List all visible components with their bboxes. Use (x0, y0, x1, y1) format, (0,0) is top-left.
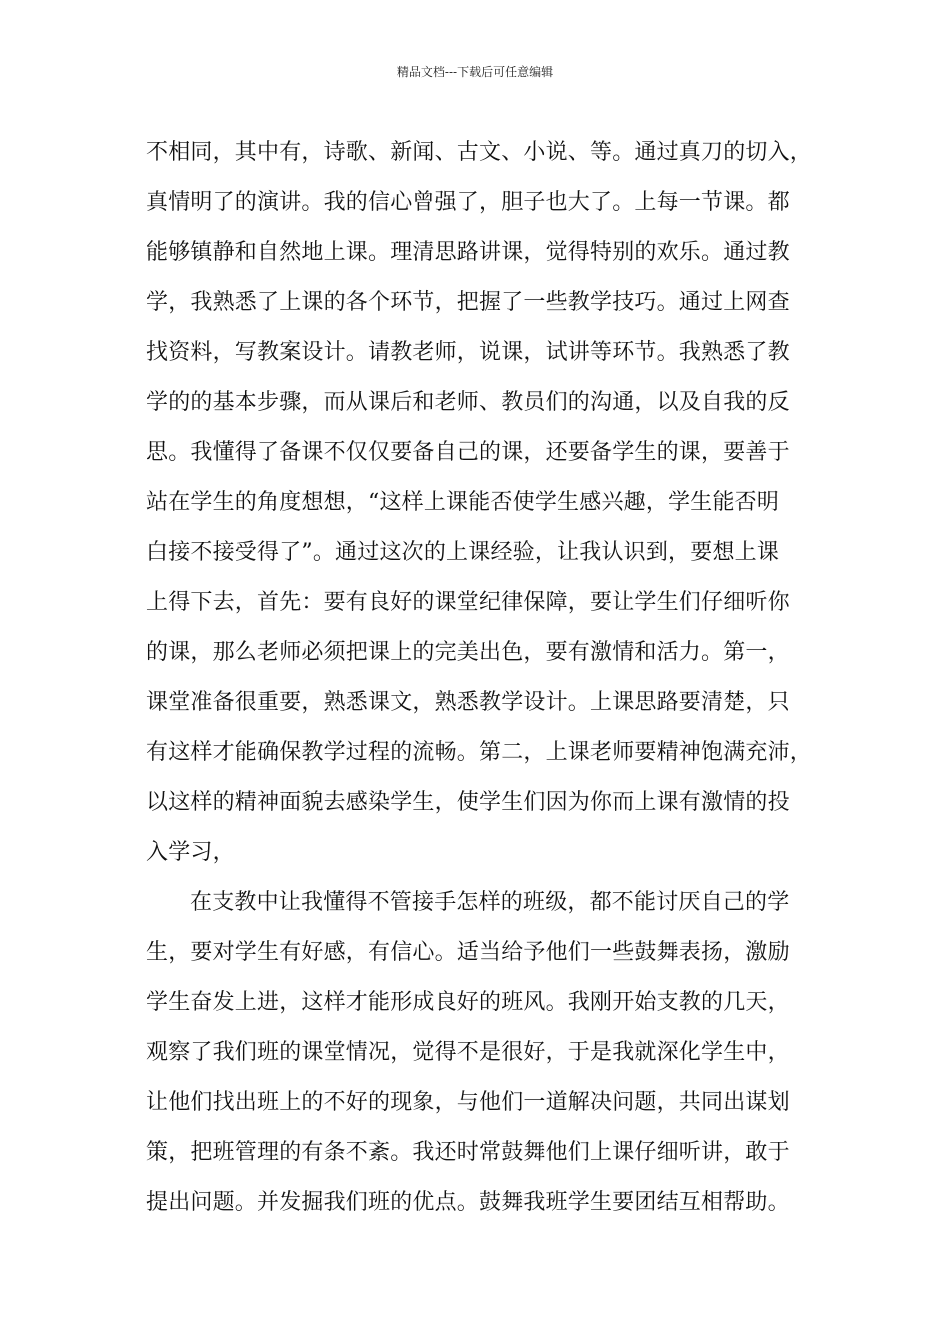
text-line: 提出问题。并发掘我们班的优点。鼓舞我班学生要团结互相帮助。 (146, 1190, 790, 1215)
text-line: 有这样才能确保教学过程的流畅。第二，上课老师要精神饱满充沛， (146, 740, 813, 765)
text-line: 白接不接受得了”。通过这次的上课经验，让我认识到，要想上课 (146, 540, 780, 565)
text-line: 思。我懂得了备课不仅仅要备自己的课，还要备学生的课，要善于 (146, 440, 790, 465)
text-line: 站在学生的角度想想，“这样上课能否使学生感兴趣，学生能否明 (146, 490, 780, 515)
document-body (146, 128, 836, 1228)
text-line: 找资料，写教案设计。请教老师，说课，试讲等环节。我熟悉了教 (146, 340, 790, 365)
text-line: 上得下去，首先：要有良好的课堂纪律保障，要让学生们仔细听你 (146, 590, 790, 615)
text-line: 生，要对学生有好感，有信心。适当给予他们一些鼓舞表扬，激励 (146, 940, 790, 965)
paragraph-1 (146, 128, 836, 878)
text-line: 学，我熟悉了上课的各个环节，把握了一些教学技巧。通过上网查 (146, 290, 790, 315)
text-line: 能够镇静和自然地上课。理清思路讲课，觉得特别的欢乐。通过教 (146, 240, 790, 265)
text-line: 观察了我们班的课堂情况，觉得不是很好，于是我就深化学生中， (146, 1040, 790, 1065)
page-header: 精品文档---下载后可任意编辑 (396, 65, 554, 79)
text-line: 不相同，其中有，诗歌、新闻、古文、小说、等。通过真刀的切入， (146, 140, 813, 165)
text-line: 真情明了的演讲。我的信心曾强了，胆子也大了。上每一节课。都 (146, 190, 790, 215)
text-line: 入学习， (146, 840, 235, 865)
text-line: 学生奋发上进，这样才能形成良好的班风。我刚开始支教的几天， (146, 990, 790, 1015)
text-line: 的课，那么老师必须把课上的完美出色，要有激情和活力。第一， (146, 640, 790, 665)
text-line: 以这样的精神面貌去感染学生，使学生们因为你而上课有激情的投 (146, 790, 790, 815)
text-line: 策，把班管理的有条不紊。我还时常鼓舞他们上课仔细听讲，敢于 (146, 1140, 790, 1165)
text-line: 在支教中让我懂得不管接手怎样的班级，都不能讨厌自己的学 (190, 890, 790, 915)
text-line: 学的的基本步骤，而从课后和老师、教员们的沟通，以及自我的反 (146, 390, 790, 415)
text-line: 让他们找出班上的不好的现象，与他们一道解决问题，共同出谋划 (146, 1090, 790, 1115)
text-line: 课堂准备很重要，熟悉课文，熟悉教学设计。上课思路要清楚，只 (146, 690, 790, 715)
paragraph-2 (146, 878, 836, 1228)
